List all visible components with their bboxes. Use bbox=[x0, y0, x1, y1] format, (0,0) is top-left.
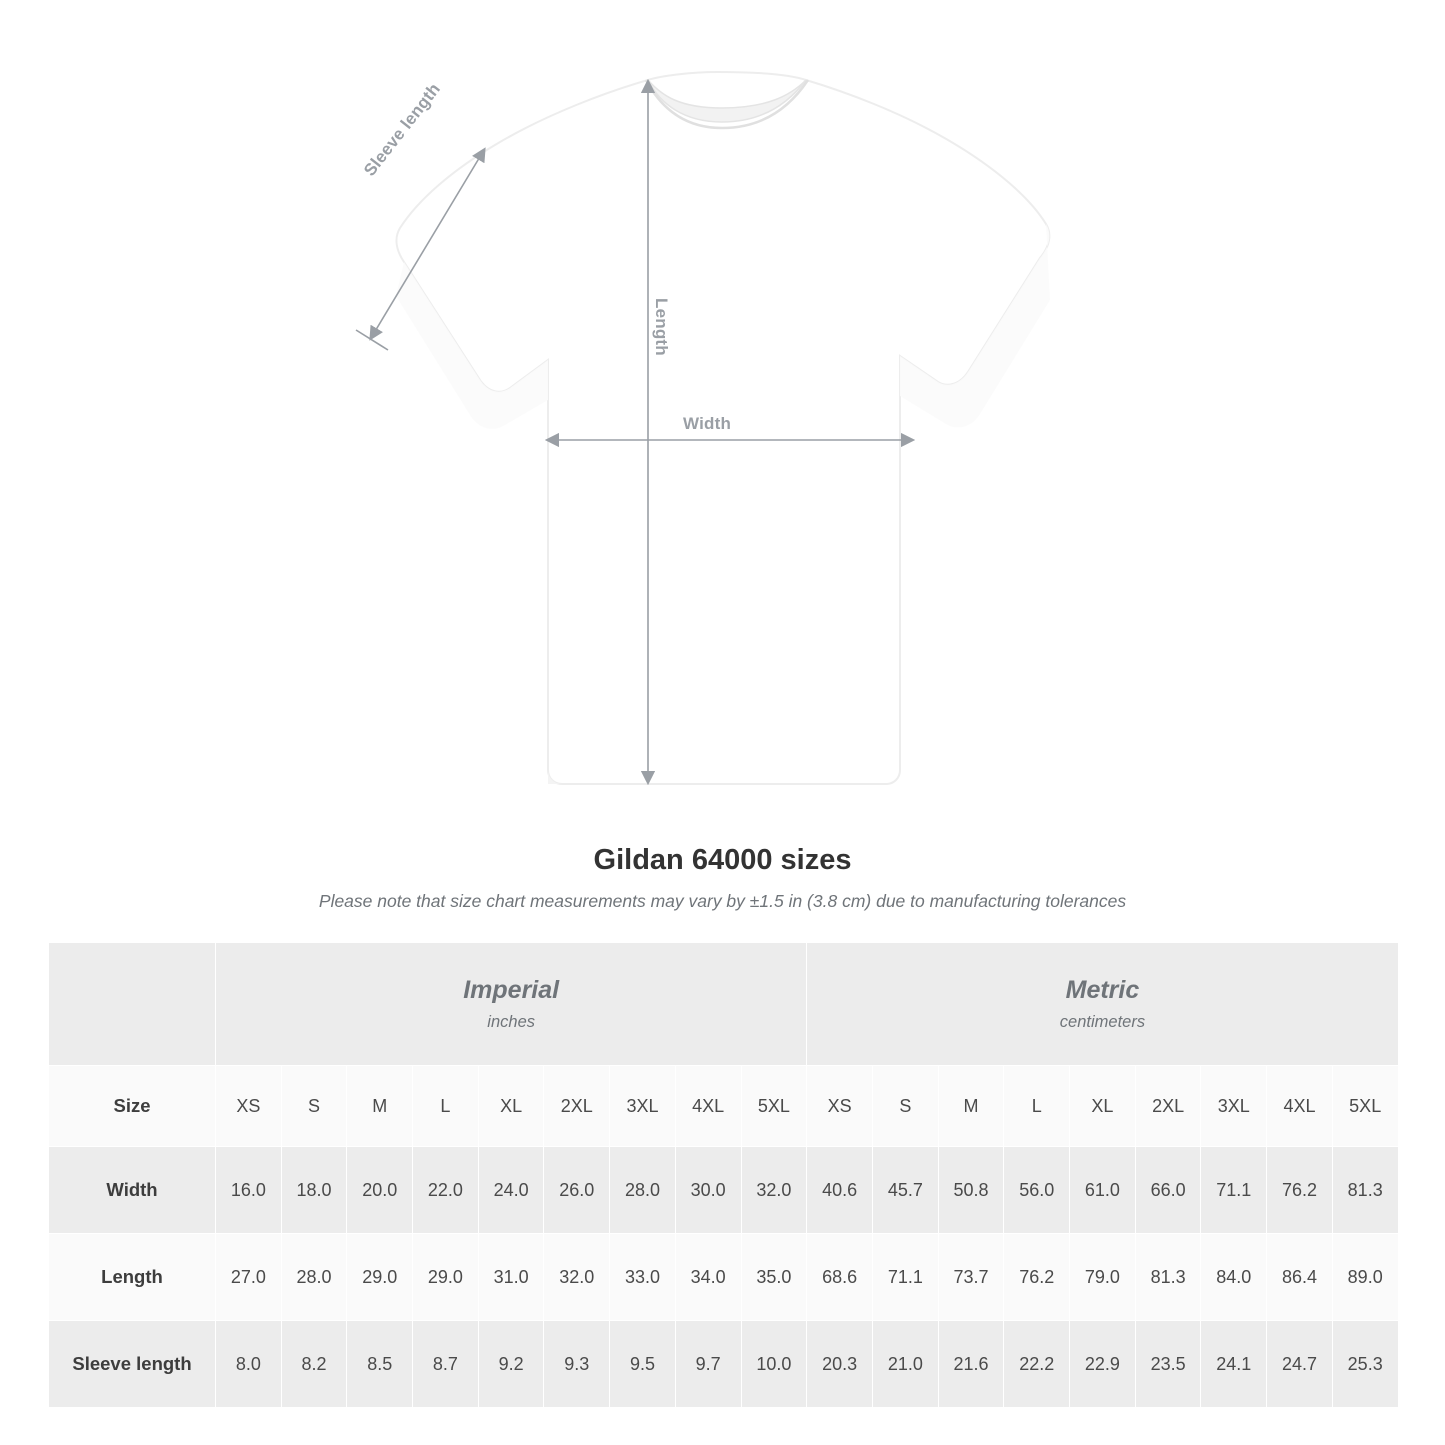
table-row-sleeve-length bbox=[49, 1321, 1399, 1408]
unit-banner-row bbox=[49, 943, 1399, 1066]
cell-width-imp-4xl: 30.0 bbox=[675, 1147, 741, 1234]
size-header-met-2xl: 2XL bbox=[1135, 1066, 1201, 1147]
cell-width-met-2xl: 66.0 bbox=[1135, 1147, 1201, 1234]
cell-sleeve-imp-5xl: 10.0 bbox=[741, 1321, 807, 1408]
cell-sleeve-met-xl: 22.9 bbox=[1070, 1321, 1136, 1408]
cell-length-met-xs: 68.6 bbox=[807, 1234, 873, 1321]
row-label-width: Width bbox=[49, 1147, 216, 1234]
row-label-length: Length bbox=[49, 1234, 216, 1321]
cell-length-met-5xl: 89.0 bbox=[1332, 1234, 1398, 1321]
cell-width-met-l: 56.0 bbox=[1004, 1147, 1070, 1234]
size-header-imp-m: M bbox=[347, 1066, 413, 1147]
cell-width-met-3xl: 71.1 bbox=[1201, 1147, 1267, 1234]
cell-width-imp-xs: 16.0 bbox=[216, 1147, 282, 1234]
cell-width-imp-3xl: 28.0 bbox=[610, 1147, 676, 1234]
size-row-label: Size bbox=[49, 1066, 216, 1147]
cell-length-met-l: 76.2 bbox=[1004, 1234, 1070, 1321]
size-header-met-m: M bbox=[938, 1066, 1004, 1147]
cell-length-imp-l: 29.0 bbox=[413, 1234, 479, 1321]
size-header-imp-s: S bbox=[281, 1066, 347, 1147]
size-header-met-5xl: 5XL bbox=[1332, 1066, 1398, 1147]
cell-sleeve-met-5xl: 25.3 bbox=[1332, 1321, 1398, 1408]
length-dimension-label: Length bbox=[652, 298, 671, 356]
cell-length-imp-4xl: 34.0 bbox=[675, 1234, 741, 1321]
cell-width-imp-m: 20.0 bbox=[347, 1147, 413, 1234]
size-table bbox=[48, 942, 1399, 1408]
cell-sleeve-met-xs: 20.3 bbox=[807, 1321, 873, 1408]
size-header-row bbox=[49, 1066, 1399, 1147]
size-header-met-xl: XL bbox=[1070, 1066, 1136, 1147]
cell-width-imp-2xl: 26.0 bbox=[544, 1147, 610, 1234]
cell-sleeve-met-4xl: 24.7 bbox=[1267, 1321, 1333, 1408]
size-header-met-3xl: 3XL bbox=[1201, 1066, 1267, 1147]
table-corner-cell bbox=[49, 943, 216, 1066]
cell-length-met-3xl: 84.0 bbox=[1201, 1234, 1267, 1321]
cell-sleeve-met-l: 22.2 bbox=[1004, 1321, 1070, 1408]
size-header-imp-5xl: 5XL bbox=[741, 1066, 807, 1147]
unit-sub-metric: centimeters bbox=[1059, 1012, 1146, 1031]
cell-length-imp-3xl: 33.0 bbox=[610, 1234, 676, 1321]
cell-length-imp-2xl: 32.0 bbox=[544, 1234, 610, 1321]
cell-length-imp-xl: 31.0 bbox=[478, 1234, 544, 1321]
sleeve-dimension-label: Sleeve length bbox=[360, 79, 445, 180]
cell-length-met-xl: 79.0 bbox=[1070, 1234, 1136, 1321]
tolerance-note: Please note that size chart measurements may vary by ±1.5 in (3.8 cm) due to manufacturing tolerances bbox=[318, 891, 1127, 911]
title-block bbox=[0, 844, 1445, 912]
cell-sleeve-met-s: 21.0 bbox=[873, 1321, 939, 1408]
size-header-imp-xs: XS bbox=[216, 1066, 282, 1147]
cell-length-imp-xs: 27.0 bbox=[216, 1234, 282, 1321]
cell-sleeve-imp-l: 8.7 bbox=[413, 1321, 479, 1408]
cell-sleeve-imp-xl: 9.2 bbox=[478, 1321, 544, 1408]
unit-sub-imperial: inches bbox=[487, 1012, 535, 1031]
cell-length-met-s: 71.1 bbox=[873, 1234, 939, 1321]
cell-length-imp-m: 29.0 bbox=[347, 1234, 413, 1321]
size-header-met-l: L bbox=[1004, 1066, 1070, 1147]
cell-sleeve-met-m: 21.6 bbox=[938, 1321, 1004, 1408]
table-row-width bbox=[49, 1147, 1399, 1234]
size-header-imp-3xl: 3XL bbox=[610, 1066, 676, 1147]
cell-width-imp-xl: 24.0 bbox=[478, 1147, 544, 1234]
cell-width-imp-l: 22.0 bbox=[413, 1147, 479, 1234]
cell-length-met-4xl: 86.4 bbox=[1267, 1234, 1333, 1321]
cell-length-met-m: 73.7 bbox=[938, 1234, 1004, 1321]
unit-name-metric: Metric bbox=[1065, 976, 1140, 1005]
cell-length-met-2xl: 81.3 bbox=[1135, 1234, 1201, 1321]
cell-width-met-xl: 61.0 bbox=[1070, 1147, 1136, 1234]
cell-sleeve-imp-3xl: 9.5 bbox=[610, 1321, 676, 1408]
cell-width-met-5xl: 81.3 bbox=[1332, 1147, 1398, 1234]
unit-header-metric bbox=[807, 943, 1398, 1066]
size-header-imp-l: L bbox=[413, 1066, 479, 1147]
size-header-imp-4xl: 4XL bbox=[675, 1066, 741, 1147]
sleeve-tick bbox=[356, 330, 388, 350]
cell-sleeve-imp-2xl: 9.3 bbox=[544, 1321, 610, 1408]
cell-width-met-4xl: 76.2 bbox=[1267, 1147, 1333, 1234]
cell-width-imp-5xl: 32.0 bbox=[741, 1147, 807, 1234]
cell-sleeve-imp-4xl: 9.7 bbox=[675, 1321, 741, 1408]
size-header-imp-2xl: 2XL bbox=[544, 1066, 610, 1147]
cell-sleeve-imp-xs: 8.0 bbox=[216, 1321, 282, 1408]
cell-width-met-xs: 40.6 bbox=[807, 1147, 873, 1234]
table-row-length bbox=[49, 1234, 1399, 1321]
cell-width-imp-s: 18.0 bbox=[281, 1147, 347, 1234]
size-header-met-s: S bbox=[873, 1066, 939, 1147]
cell-width-met-s: 45.7 bbox=[873, 1147, 939, 1234]
cell-sleeve-imp-s: 8.2 bbox=[281, 1321, 347, 1408]
size-header-met-4xl: 4XL bbox=[1267, 1066, 1333, 1147]
width-dimension-label: Width bbox=[683, 414, 732, 433]
cell-sleeve-imp-m: 8.5 bbox=[347, 1321, 413, 1408]
size-table-wrapper bbox=[48, 942, 1397, 1408]
cell-sleeve-met-3xl: 24.1 bbox=[1201, 1321, 1267, 1408]
size-header-met-xs: XS bbox=[807, 1066, 873, 1147]
cell-sleeve-met-2xl: 23.5 bbox=[1135, 1321, 1201, 1408]
size-header-imp-xl: XL bbox=[478, 1066, 544, 1147]
cell-length-imp-s: 28.0 bbox=[281, 1234, 347, 1321]
page-title: Gildan 64000 sizes bbox=[593, 844, 852, 876]
unit-name-imperial: Imperial bbox=[463, 976, 560, 1005]
cell-length-imp-5xl: 35.0 bbox=[741, 1234, 807, 1321]
unit-header-imperial bbox=[216, 943, 807, 1066]
cell-width-met-m: 50.8 bbox=[938, 1147, 1004, 1234]
row-label-sleeve-length: Sleeve length bbox=[49, 1321, 216, 1408]
